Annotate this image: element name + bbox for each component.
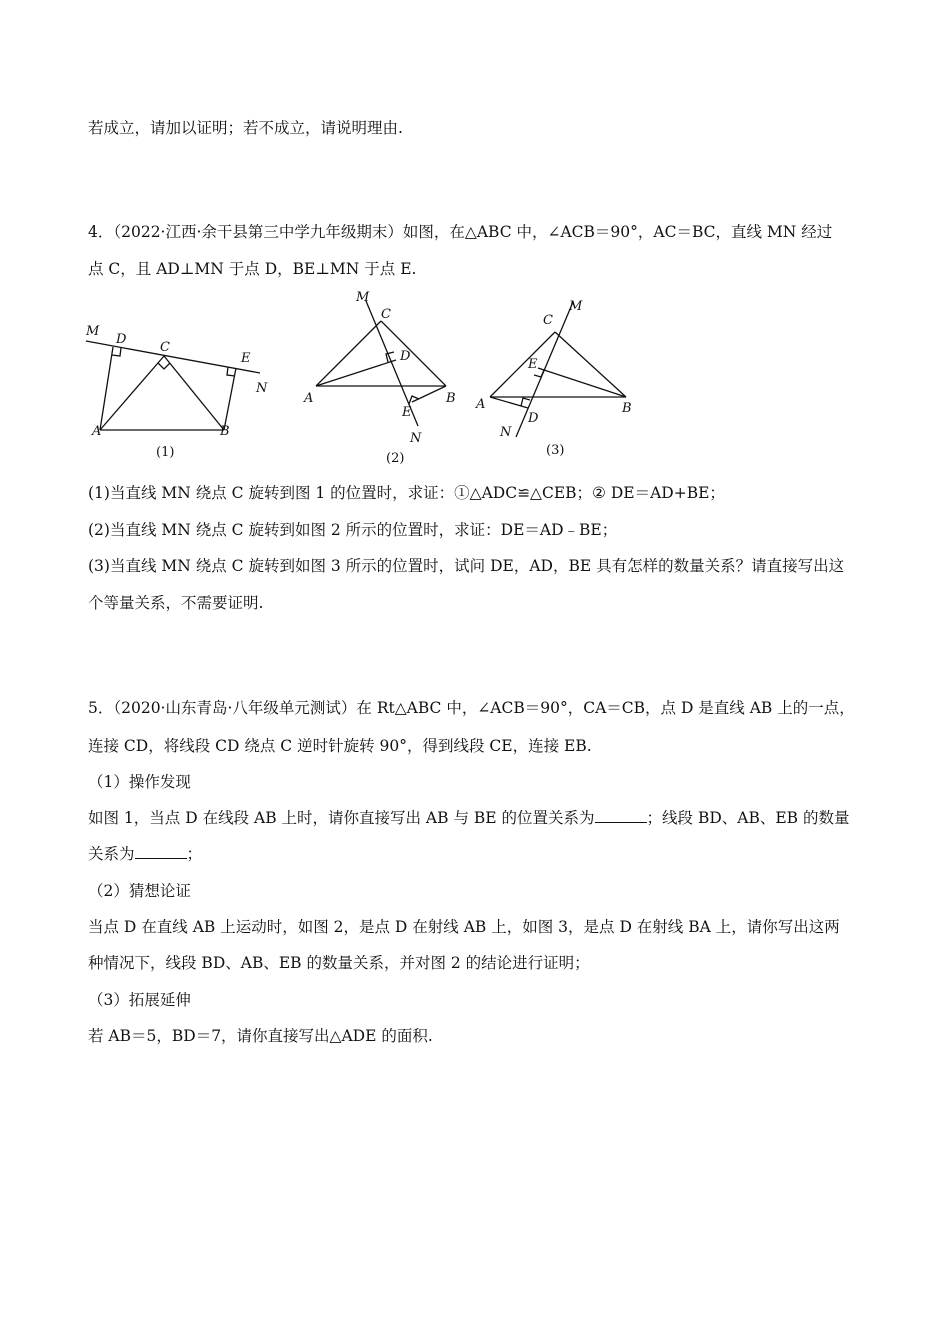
q4-figure-1 (84, 318, 284, 468)
fig2-label-d: D (400, 349, 411, 364)
q5-stem-line2: 连接 CD，将线段 CD 绕点 C 逆时针旋转 90°，得到线段 CE，连接 EB. (88, 737, 592, 755)
q5-part1-text-b: ；线段 BD、AB、EB 的数量 (646, 809, 850, 827)
q4-figure-3 (468, 292, 644, 468)
fig3-label-c: C (543, 313, 553, 328)
q4-stem-line1: 4．（2022·江西·余干县第三中学九年级期末）如图，在△ABC 中，∠ACB＝90°，AC＝BC，直线 MN 经过 (88, 223, 833, 241)
q5-part2-line2: 种情况下，线段 BD、AB、EB 的数量关系，并对图 2 的结论进行证明； (88, 954, 590, 972)
q5-part1-text-2 (88, 844, 202, 864)
intro-text: 若成立，请加以证明；若不成立，请说明理由. (88, 119, 403, 137)
q5-answer-blank-1[interactable] (595, 808, 647, 823)
q4-sub3-line2: 个等量关系，不需要证明. (88, 594, 264, 612)
fig3-caption: (3) (546, 443, 565, 458)
fig3-label-d: D (528, 411, 539, 426)
q5-part1-title: （1）操作发现 (88, 773, 191, 791)
q5-part2-title: （2）猜想论证 (88, 882, 191, 900)
q5-part1-text (88, 808, 849, 828)
q5-part2-line1: 当点 D 在直线 AB 上运动时，如图 2，是点 D 在射线 AB 上，如图 3，是点 D 在射线 BA 上，请你写出这两 (88, 918, 840, 936)
fig2-caption: (2) (386, 451, 405, 466)
fig1-label-c: C (160, 340, 170, 355)
q4-figure-2 (296, 286, 466, 472)
fig2-label-n: N (410, 431, 422, 446)
fig2-label-b: B (446, 391, 456, 406)
q4-sub3-line1: (3)当直线 MN 绕点 C 旋转到如图 3 所示的位置时，试问 DE，AD，BE 具有怎样的数量关系？请直接写出这 (88, 557, 845, 575)
fig3-label-n: N (500, 425, 512, 440)
fig3-label-e: E (528, 357, 538, 372)
q5-answer-blank-2[interactable] (135, 844, 187, 859)
fig1-label-n: N (256, 381, 268, 396)
fig2-label-e: E (402, 405, 412, 420)
q5-part1-text-d: ； (186, 845, 203, 863)
fig2-label-a: A (304, 391, 314, 406)
q4-sub2: (2)当直线 MN 绕点 C 旋转到如图 2 所示的位置时，求证：DE＝AD﹣BE； (88, 521, 618, 539)
q4-sub1: (1)当直线 MN 绕点 C 旋转到图 1 的位置时，求证：①△ADC≌△CEB；② DE＝AD+BE； (88, 484, 725, 502)
fig1-label-b: B (220, 424, 230, 439)
fig3-label-a: A (476, 397, 486, 412)
fig3-label-m: M (569, 299, 583, 314)
fig1-label-e: E (241, 351, 251, 366)
q5-part1-text-a: 如图 1，当点 D 在线段 AB 上时，请你直接写出 AB 与 BE 的位置关系为 (88, 809, 595, 827)
fig3-label-b: B (622, 401, 632, 416)
fig1-label-a: A (92, 424, 102, 439)
fig1-caption: (1) (156, 445, 175, 460)
q4-stem-line2: 点 C，且 AD⊥MN 于点 D，BE⊥MN 于点 E. (88, 260, 417, 278)
q5-part1-text-c: 关系为 (88, 845, 135, 863)
fig1-label-d: D (116, 332, 127, 347)
fig2-label-m: M (356, 290, 370, 305)
fig1-label-m: M (86, 324, 100, 339)
q5-stem-line1: 5．（2020·山东青岛·八年级单元测试）在 Rt△ABC 中，∠ACB＝90°，CA＝CB，点 D 是直线 AB 上的一点， (88, 699, 855, 717)
q5-part3-title: （3）拓展延伸 (88, 991, 191, 1009)
fig2-label-c: C (381, 307, 391, 322)
q5-part3-text: 若 AB＝5，BD＝7，请你直接写出△ADE 的面积. (88, 1027, 433, 1045)
